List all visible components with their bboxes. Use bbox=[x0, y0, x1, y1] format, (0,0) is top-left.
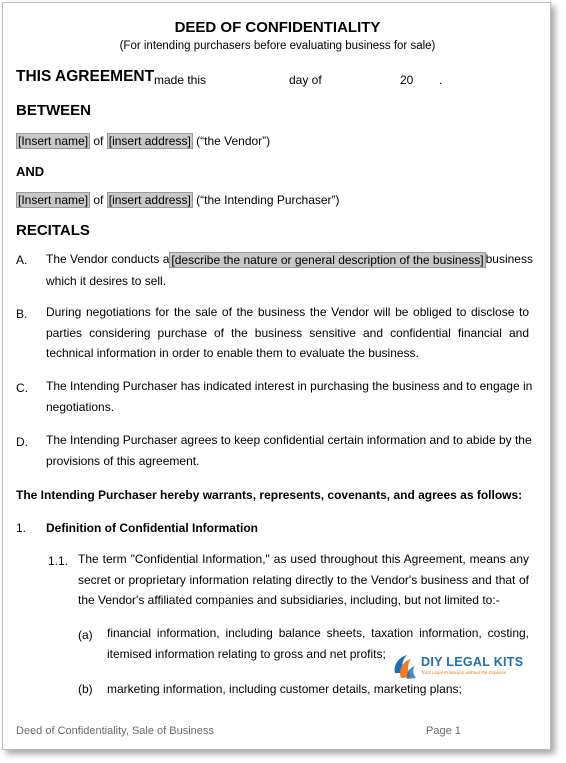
logo-text: DIY LEGAL KITS bbox=[421, 655, 524, 669]
recital-c-line: The Intending Purchaser has indicated interest in purchasing the business and to engage in bbox=[46, 379, 533, 393]
recital-b-line: During negotiations for the sale of the business the Vendor will be obliged to disclose to bbox=[46, 305, 529, 319]
recital-b-text bbox=[46, 302, 529, 364]
purchaser-role: (“the Intending Purchaser”) bbox=[196, 193, 340, 207]
vendor-address-placeholder[interactable]: [insert address] bbox=[108, 134, 191, 148]
purchaser-line bbox=[16, 193, 340, 207]
recital-a-post: business bbox=[485, 252, 533, 266]
purchaser-name-placeholder[interactable]: [Insert name] bbox=[18, 193, 89, 207]
recital-d-letter: D. bbox=[16, 435, 28, 449]
recital-a-letter: A. bbox=[16, 253, 28, 267]
diy-legal-kits-logo bbox=[391, 651, 524, 681]
document-subtitle: (For intending purchasers before evaluating business for sale) bbox=[119, 40, 436, 52]
footer-page-number: Page 1 bbox=[426, 725, 461, 737]
vendor-line bbox=[16, 134, 270, 148]
clause-1-1-text bbox=[78, 549, 529, 611]
agreement-made-this: made this bbox=[154, 73, 207, 87]
section-1-number: 1. bbox=[16, 521, 27, 535]
warrants-statement: The Intending Purchaser hereby warrants, represents, covenants, and agrees as follows: bbox=[16, 488, 523, 502]
logo-tagline: Total Legal Protection without the Expense bbox=[421, 670, 507, 675]
recital-c-letter: C. bbox=[16, 381, 28, 395]
vendor-role: (“the Vendor”) bbox=[196, 134, 271, 148]
agreement-year: 20 bbox=[400, 73, 414, 87]
item-a-line: itemised information relating to gross and net profits; bbox=[107, 646, 386, 661]
recital-c-line: negotiations. bbox=[46, 399, 115, 414]
footer-document-name: Deed of Confidentiality, Sale of Business bbox=[16, 725, 214, 737]
clause-1-1-line: the Vendor's affiliated companies and subsidiaries, including, but not limited to:- bbox=[78, 593, 500, 607]
agreement-lead: THIS AGREEMENT bbox=[16, 68, 155, 85]
between-heading: BETWEEN bbox=[16, 102, 91, 119]
item-a-label: (a) bbox=[78, 628, 93, 642]
recital-a-line2: which it desires to sell. bbox=[46, 274, 167, 288]
recital-a-pre: The Vendor conducts a bbox=[46, 252, 170, 266]
section-1-title: Definition of Confidential Information bbox=[46, 521, 258, 535]
document-title: DEED OF CONFIDENTIALITY bbox=[174, 19, 381, 36]
recitals-heading: RECITALS bbox=[16, 222, 90, 239]
recital-c-text bbox=[46, 376, 533, 417]
business-description-placeholder[interactable]: [describe the nature or general description of the business] bbox=[171, 253, 484, 267]
and-heading: AND bbox=[16, 164, 45, 179]
recital-d-text bbox=[46, 430, 532, 471]
purchaser-address-placeholder[interactable]: [insert address] bbox=[108, 193, 191, 207]
vendor-of: of bbox=[93, 134, 104, 148]
vendor-name-placeholder[interactable]: [Insert name] bbox=[18, 134, 89, 148]
agreement-day-of: day of bbox=[289, 73, 322, 87]
agreement-line bbox=[16, 68, 154, 86]
recital-b-letter: B. bbox=[16, 307, 28, 321]
purchaser-of: of bbox=[93, 193, 104, 207]
recital-d-line: provisions of this agreement. bbox=[46, 453, 200, 468]
item-a-line: financial information, including balance sheets, taxation information, costing, bbox=[107, 626, 529, 640]
clause-1-1-number: 1.1. bbox=[48, 554, 69, 568]
item-b-line: marketing information, including customer details, marketing plans; bbox=[107, 682, 462, 696]
recital-a-line1 bbox=[46, 252, 533, 268]
clause-1-1-line: secret or proprietary information relating directly to the Vendor's business and that of bbox=[78, 572, 529, 587]
recital-b-line: technical information in order to enable them to evaluate the business. bbox=[46, 346, 419, 360]
agreement-period: . bbox=[439, 73, 443, 87]
document-page bbox=[2, 2, 551, 750]
recital-b-line: parties considering purchase of the business sensitive and confidential financial and bbox=[46, 325, 529, 340]
recital-d-line: The Intending Purchaser agrees to keep confidential certain information and to abide by the bbox=[46, 433, 532, 447]
clause-1-1-line: The term "Confidential Information," as used throughout this Agreement, means any bbox=[78, 552, 529, 566]
item-b-label: (b) bbox=[78, 682, 93, 696]
